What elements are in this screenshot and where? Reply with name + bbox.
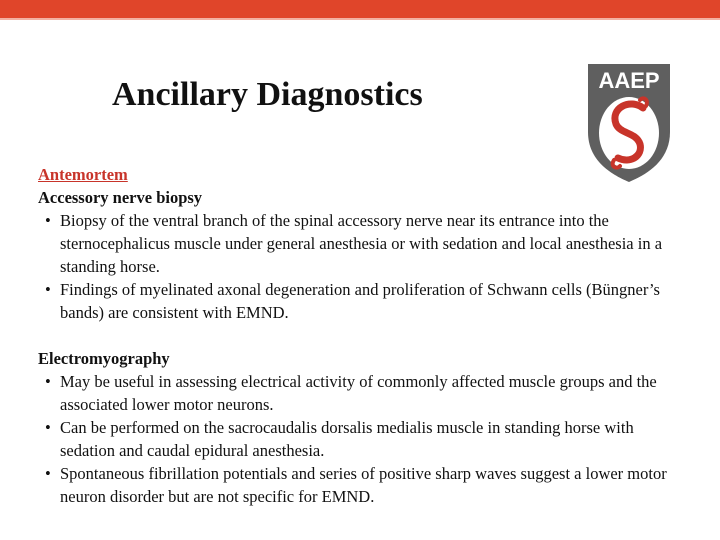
subheading-antemortem: Antemortem [38,165,128,184]
list-item [38,278,678,324]
logo-text: AAEP [598,68,660,93]
bullet-text: May be useful in assessing electrical activity of commonly affected muscle groups and the associated lower motor neurons. [60,372,657,414]
heading-accessory-nerve-biopsy: Accessory nerve biopsy [38,188,203,207]
slide-title: Ancillary Diagnostics [112,76,423,113]
bullet-text: Findings of myelinated axonal degeneration and proliferation of Schwann cells (Büngner’s bands) are consistent with EMND. [60,280,660,322]
bullet-icon: • [45,464,51,483]
slide-body [38,163,678,508]
list-item [38,370,678,416]
heading-electromyography: Electromyography [38,349,170,368]
bullet-text: Can be performed on the sacrocaudalis dorsalis medialis muscle in standing horse with sedation and caudal epidural anesthesia. [60,418,634,460]
bullet-icon: • [45,372,51,391]
top-accent-bar [0,0,720,18]
bullet-icon: • [45,211,51,230]
bullet-icon: • [45,418,51,437]
list-item [38,462,678,508]
bullet-list-biopsy [38,209,678,324]
list-item [38,416,678,462]
bullet-icon: • [45,280,51,299]
top-accent-line [0,18,720,20]
list-item [38,209,678,278]
bullet-list-electromyography [38,370,678,508]
bullet-text: Biopsy of the ventral branch of the spinal accessory nerve near its entrance into the sternocephalicus muscle under general anesthesia or with sedation and local anesthesia in a standing horse. [60,211,663,276]
bullet-text: Spontaneous fibrillation potentials and series of positive sharp waves suggest a lower motor neuron disorder but are not specific for EMND. [60,464,667,506]
